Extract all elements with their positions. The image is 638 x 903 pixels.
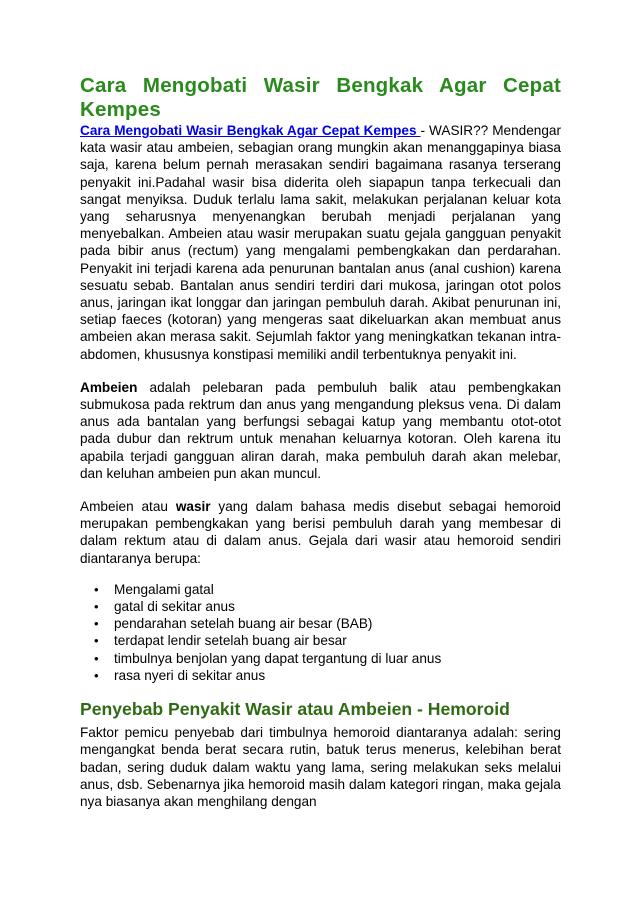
symptom-list [80, 581, 561, 684]
ambeien-definition-text: adalah pelebaran pada pembuluh balik atau pembengkakan submukosa pada rektrum dan anus yang mengandung pleksus vena. Di dalam anus ada bantalan yang berfungsi sebagai katup yang membantu otot-otot pada dubur dan rektrum untuk menahan keluarnya kotoran. Oleh karena itu apabila terjadi gangguan aliran darah, maka pembuluh darah akan melebar, dan keluhan ambeien pun akan muncul. [80, 379, 561, 481]
wasir-paragraph-lead: Ambeien atau [80, 499, 176, 515]
wasir-paragraph [80, 498, 561, 567]
list-item: • timbulnya benjolan yang dapat tergantung di luar anus [114, 650, 561, 667]
list-item: • Mengalami gatal [114, 581, 561, 598]
article-title-line-2: Kempes [80, 98, 161, 121]
article-title-link[interactable]: Cara Mengobati Wasir Bengkak Agar Cepat Kempes [80, 123, 421, 138]
article-title-line-1: Cara Mengobati Wasir Bengkak Agar Cepat [80, 74, 561, 97]
wasir-term: wasir [175, 499, 211, 515]
wasir-paragraph-text: yang dalam bahasa medis disebut sebagai hemoroid merupakan pembengkakan yang berisi pembuluh darah yang membesar di dalam rektum atau di dalam anus. Gejala dari wasir atau hemoroid sendiri diantaranya berupa: [80, 499, 561, 566]
section-heading: Penyebab Penyakit Wasir atau Ambeien - Hemoroid [80, 699, 510, 720]
intro-paragraph [80, 122, 561, 363]
list-item: • rasa nyeri di sekitar anus [114, 667, 561, 684]
paragraph-gap [80, 363, 561, 379]
article-title [80, 74, 561, 122]
paragraph-gap [80, 482, 561, 498]
causes-paragraph: Faktor pemicu penyebab dari timbulnya hemoroid diantaranya adalah: sering mengangkat benda berat secara rutin, batuk terus menerus, kelebihan berat badan, sering duduk dalam waktu yang lama, sering melakukan seks melalui anus, dsb. Sebenarnya jika hemoroid masih dalam kategori ringan, maka gejala nya biasanya akan menghilang dengan [80, 725, 561, 809]
list-item: • pendarahan setelah buang air besar (BAB) [114, 615, 561, 632]
list-item: • gatal di sekitar anus [114, 598, 561, 615]
intro-paragraph-text: - WASIR?? Mendengar kata wasir atau ambeien, sebagian orang mungkin akan menanggapinya biasa saja, karena belum pernah merasakan sendiri bagaimana rasanya terserang penyakit ini.Padahal wasir bisa diderita oleh siapapun tanpa terkecuali dan sangat menyiksa. Duduk terlalu lama sakit, melakukan perjalanan keluar kota yang seharusnya menyenangkan berubah menjadi perjalanan yang menyebalkan. Ambeien atau wasir merupakan suatu gejala gangguan penyakit pada bibir anus (rectum) yang mengalami pembengkakan dan perdarahan. Penyakit ini terjadi karena ada penurunan bantalan anus (anal cushion) karena sesuatu sebab. Bantalan anus sendiri terdiri dari mukosa, jaringan otot polos anus, jaringan ikat longgar dan jaringan pembuluh darah. Akibat penurunan ini, setiap faeces (kotoran) yang mengeras saat dikeluarkan akan membuat anus ambeien akan merasa sakit. Sejumlah faktor yang meningkatkan tekanan intra-abdomen, khususnya konstipasi memiliki andil terbentuknya penyakit ini. [80, 123, 561, 362]
article-body [80, 74, 561, 810]
ambeien-definition-paragraph [80, 379, 561, 482]
list-item: • terdapat lendir setelah buang air besar [114, 632, 561, 649]
ambeien-term: Ambeien [80, 379, 138, 395]
